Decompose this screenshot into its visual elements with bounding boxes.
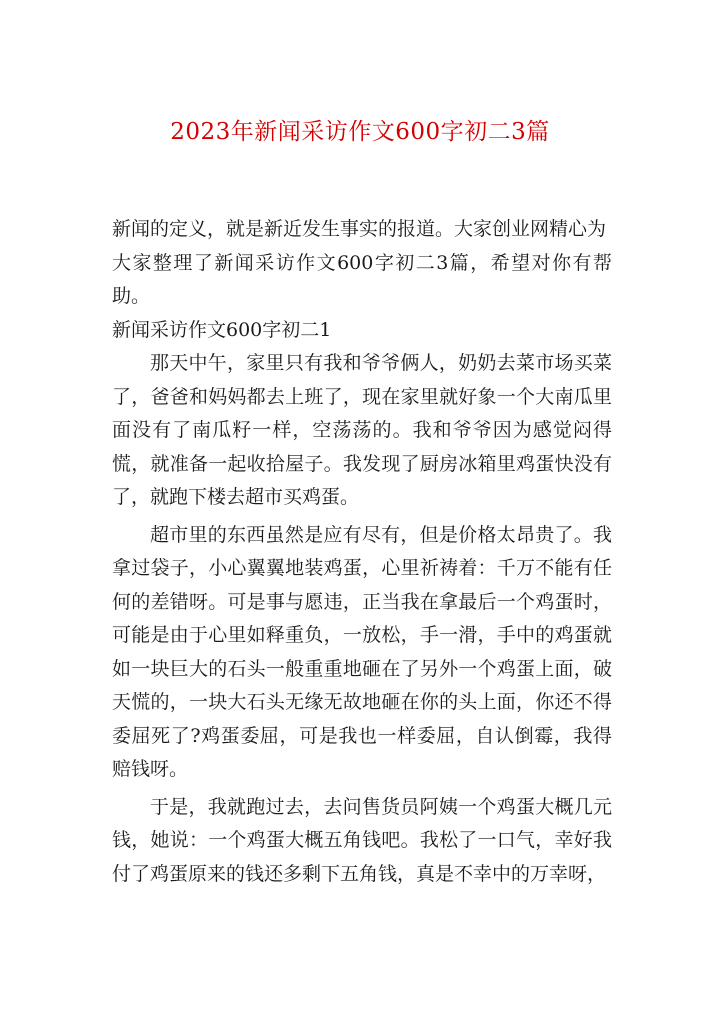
paragraph: 于是，我就跑过去，去问售货员阿姨一个鸡蛋大概几元钱，她说：一个鸡蛋大概五角钱吧。我松了一口气，幸好我付了鸡蛋原来的钱还多剩下五角钱，真是不幸中的万幸呀， xyxy=(112,795,612,885)
paragraph: 超市里的东西虽然是应有尽有，但是价格太昂贵了。我拿过袋子，小心翼翼地装鸡蛋，心里祈祷着：千万不能有任何的差错呀。可是事与愿违，正当我在拿最后一个鸡蛋时，可能是由于心里如释重负，一放松，手一滑，手中的鸡蛋就如一块巨大的石头一般重重地砸在了另外一个鸡蛋上面，破天慌的，一块大石头无缘无故地砸在你的头上面，你还不得委屈死了?鸡蛋委屈，可是我也一样委屈，自认倒霉，我得赔钱呀。 xyxy=(112,523,612,780)
intro-line: 新闻的定义，就是新近发生事实的报道。大家创业网精心为 xyxy=(112,218,607,240)
intro-line: 大家整理了新闻采访作文600字初二3篇，希望对你有帮助。 xyxy=(112,251,612,307)
document-body xyxy=(112,213,612,891)
paragraph: 那天中午，家里只有我和爷爷俩人，奶奶去菜市场买菜了，爸爸和妈妈都去上班了，现在家里就好象一个大南瓜里面没有了南瓜籽一样，空荡荡的。我和爷爷因为感觉闷得慌，就准备一起收拾屋子。我发现了厨房冰箱里鸡蛋快没有了，就跑下楼去超市买鸡蛋。 xyxy=(112,352,612,508)
document-title: 2023年新闻采访作文600字初二3篇 xyxy=(170,119,550,145)
section-heading: 新闻采访作文600字初二1 xyxy=(112,318,332,341)
